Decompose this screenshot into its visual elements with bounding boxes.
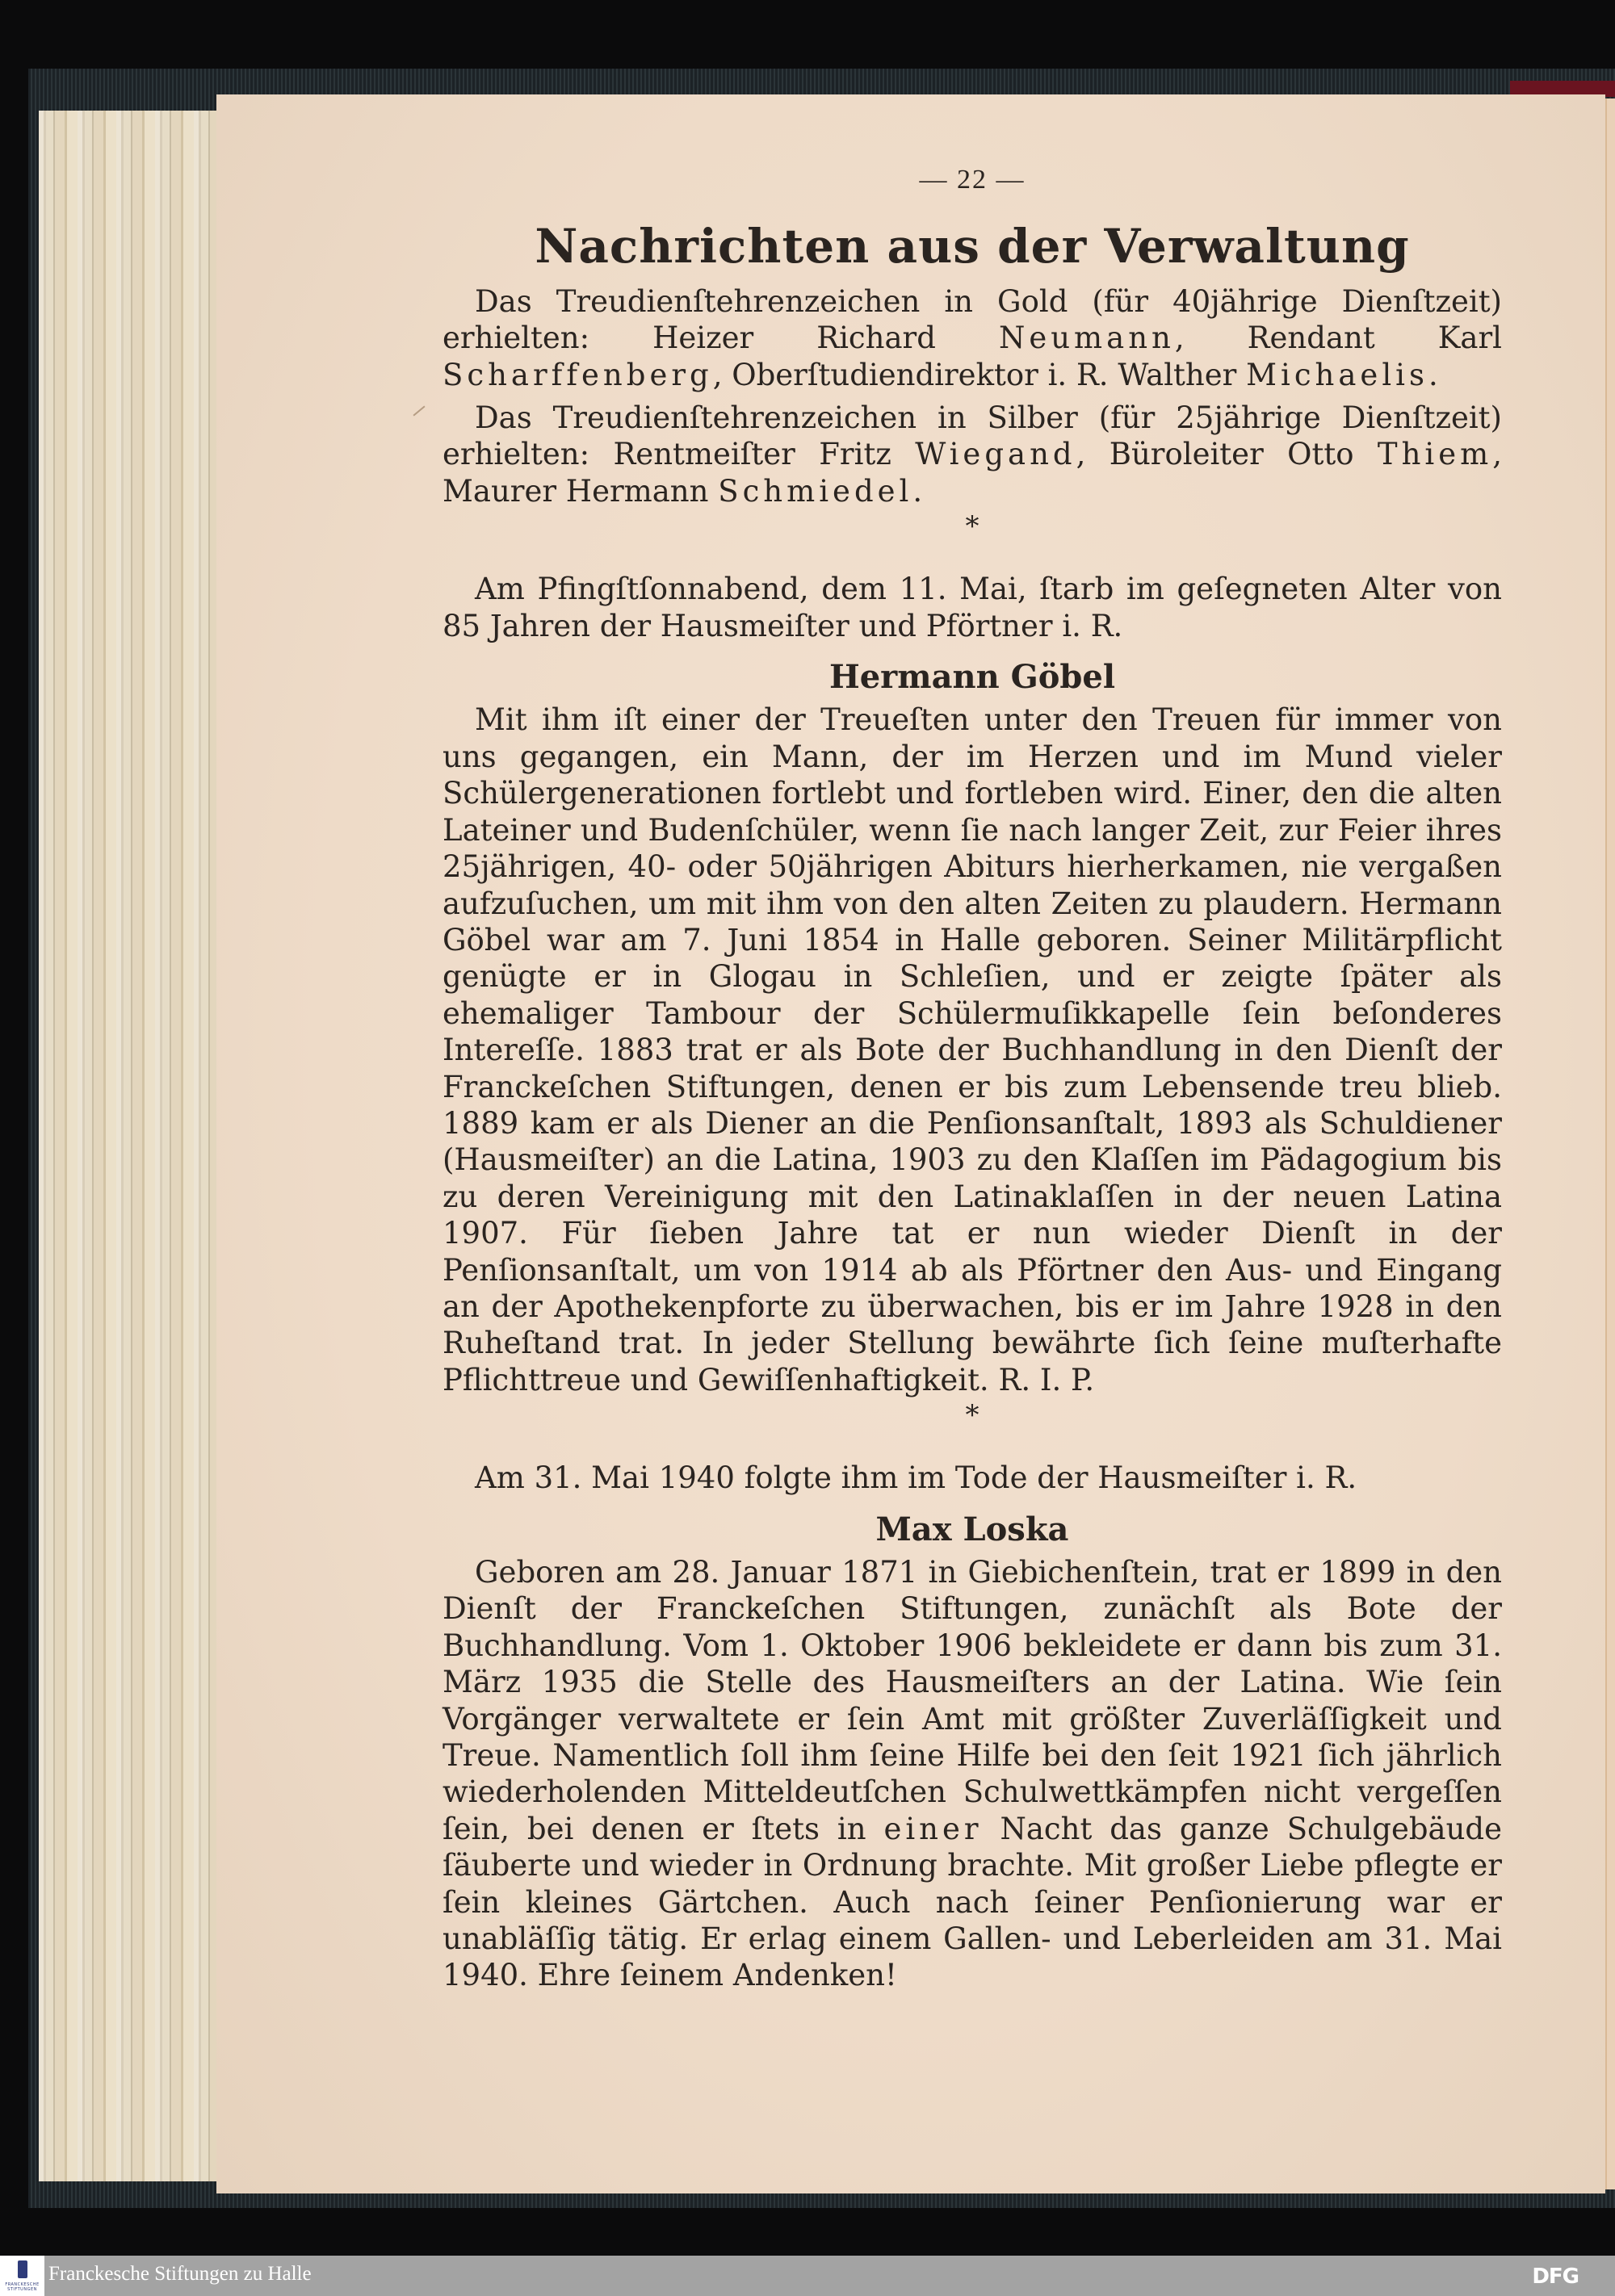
page-number: — 22 — [919,165,1026,195]
page-content [443,161,1502,1994]
emphasis-einer: einer [883,1811,983,1846]
name-wiegand: Wiegand [915,437,1076,472]
text-run: , Maurer Hermann [443,437,1502,509]
name-neumann: Neumann [998,321,1175,356]
obituary-intro-goebel: Am Pfingſtſonnabend, dem 11. Mai, ſtarb im geſegneten Alter von 85 Jahren der Hausmeiſter und Pförtner i. R. [443,572,1502,643]
text-run: Geboren am 28. Januar 1871 in Giebichenſtein, trat er 1899 in den Dienſt der Franckeſchen Stiftungen, zunächſt als Bote der Buchhandlung. Vom 1. Oktober 1906 bekleidete er dann bis zum 31. März 1935 die Stelle des Hausmeiſters an der Latina. Wie ſein Vorgänger verwaltete er ſein Amt mit größter Zuverläſſigkeit und Treue. Namentlich ſoll ihm ſeine Hilfe bei den ſeit 1921 ſich jährlich wiederholenden Mitteldeutſchen Schulwettkämpfen nicht vergeſſen ſein, bei denen er ſtets in [443,1555,1502,1846]
name-schmiedel: Schmiedel [718,473,913,509]
obituary-name-loska: Max Loska [875,1510,1069,1548]
obituary-body-loska [443,1554,1502,1994]
section-separator: * [965,1399,979,1432]
next-page-edge [1605,98,1615,2189]
page-title: Nachrichten aus der Verwaltung [535,219,1410,274]
institution-logo [0,2256,44,2296]
award-gold-paragraph [443,283,1502,393]
text-run: . [1428,357,1438,392]
logo-text: FRANCKESCHE STIFTUNGEN [5,2282,40,2292]
footer-bar [0,2256,1615,2296]
obituary-intro-loska: Am 31. Mai 1940 folgte ihm im Tode der Hausmeiſter i. R. [475,1460,1357,1496]
text-run: , Rendant Karl [1174,321,1502,356]
text-run: Mit ihm iſt einer der Treueſten unter den Treuen für immer von uns gegangen, ein Mann, der im Herzen und im Mund vieler Schülergenerationen fortlebt und fortleben wird. Einer, den die alten Lateiner und Budenſchüler, wenn ſie nach langer Zeit, zur Feier ihres 25jährigen, 40- oder 50jährigen Abiturs hierherkamen, nie vergaßen aufzuſuchen, um mit ihm von den alten Zeiten zu plaudern. Hermann Göbel war am 7. Juni 1854 in Halle geboren. Seiner Militärpflicht genügte er in Glogau in Schleſien, und er zeigte ſpäter als ehemaliger Tambour der Schülermuſikkapelle ſein beſonderes Intereſſe. 1883 trat er als Bote der Buchhandlung in den Dienſt der Franckeſchen Stiftungen, denen er bis zum Lebensende treu blieb. 1889 kam er als Diener an die Penſionsanſtalt, 1893 als Schuldiener (Hausmeiſter) an die Latina, 1903 zu den Klaſſen im Pädagogium bis zu deren Vereinigung mit den Latinaklaſſen in der neuen Latina 1907. Für ſieben Jahre tat er nun wieder Dienſt in der Penſionsanſtalt, um von 1914 ab als Pförtner den Aus- und Eingang an der Apothekenpforte zu überwachen, bis er im Jahre 1928 in den Ruheſtand trat. In jeder Stellung bewährte ſich ſeine muſterhafte Pflichttreue und Gewiſſenhaftigkeit. [443,702,1502,1397]
name-scharffenberg: Scharffenberg [443,357,713,392]
institution-name: Franckesche Stiftungen zu Halle [48,2263,312,2285]
name-thiem: Thiem [1377,437,1493,472]
closing-rip: R. I. P. [998,1362,1095,1397]
text-run: , Büroleiter Otto [1076,437,1378,472]
name-michaelis: Michaelis [1246,357,1428,392]
text-run: , Oberſtudiendirektor i. R. Walther [712,357,1247,392]
text-run: Nacht das ganze Schulgebäude ſäuberte und wieder in Ordnung brachte. Mit großer Liebe pflegte er ſein kleines Gärtchen. Auch nach ſeiner Penſionierung war er unabläſſig tätig. Er erlag einem Gallen- und Leberleiden am 31. Mai 1940. Ehre ſeinem Andenken! [443,1811,1502,1993]
dfg-logo: DFG [1532,2265,1579,2289]
text-run: Das Treudienſtehrenzeichen in Gold (für 40jährige Dienſtzeit) erhielten: Heizer Richard [443,283,1502,356]
page-leaves-stack [39,111,216,2181]
section-separator: * [965,510,979,543]
text-run: Das Treudienſtehrenzeichen in Silber (für 25jährige Dienſtzeit) erhielten: Rentmeiſter Fritz [443,400,1502,472]
obituary-body-goebel [443,702,1502,1398]
award-silver-paragraph [443,400,1502,509]
logo-figure-icon [18,2260,27,2278]
obituary-name-goebel: Hermann Göbel [828,658,1116,697]
text-run: . [912,473,923,509]
